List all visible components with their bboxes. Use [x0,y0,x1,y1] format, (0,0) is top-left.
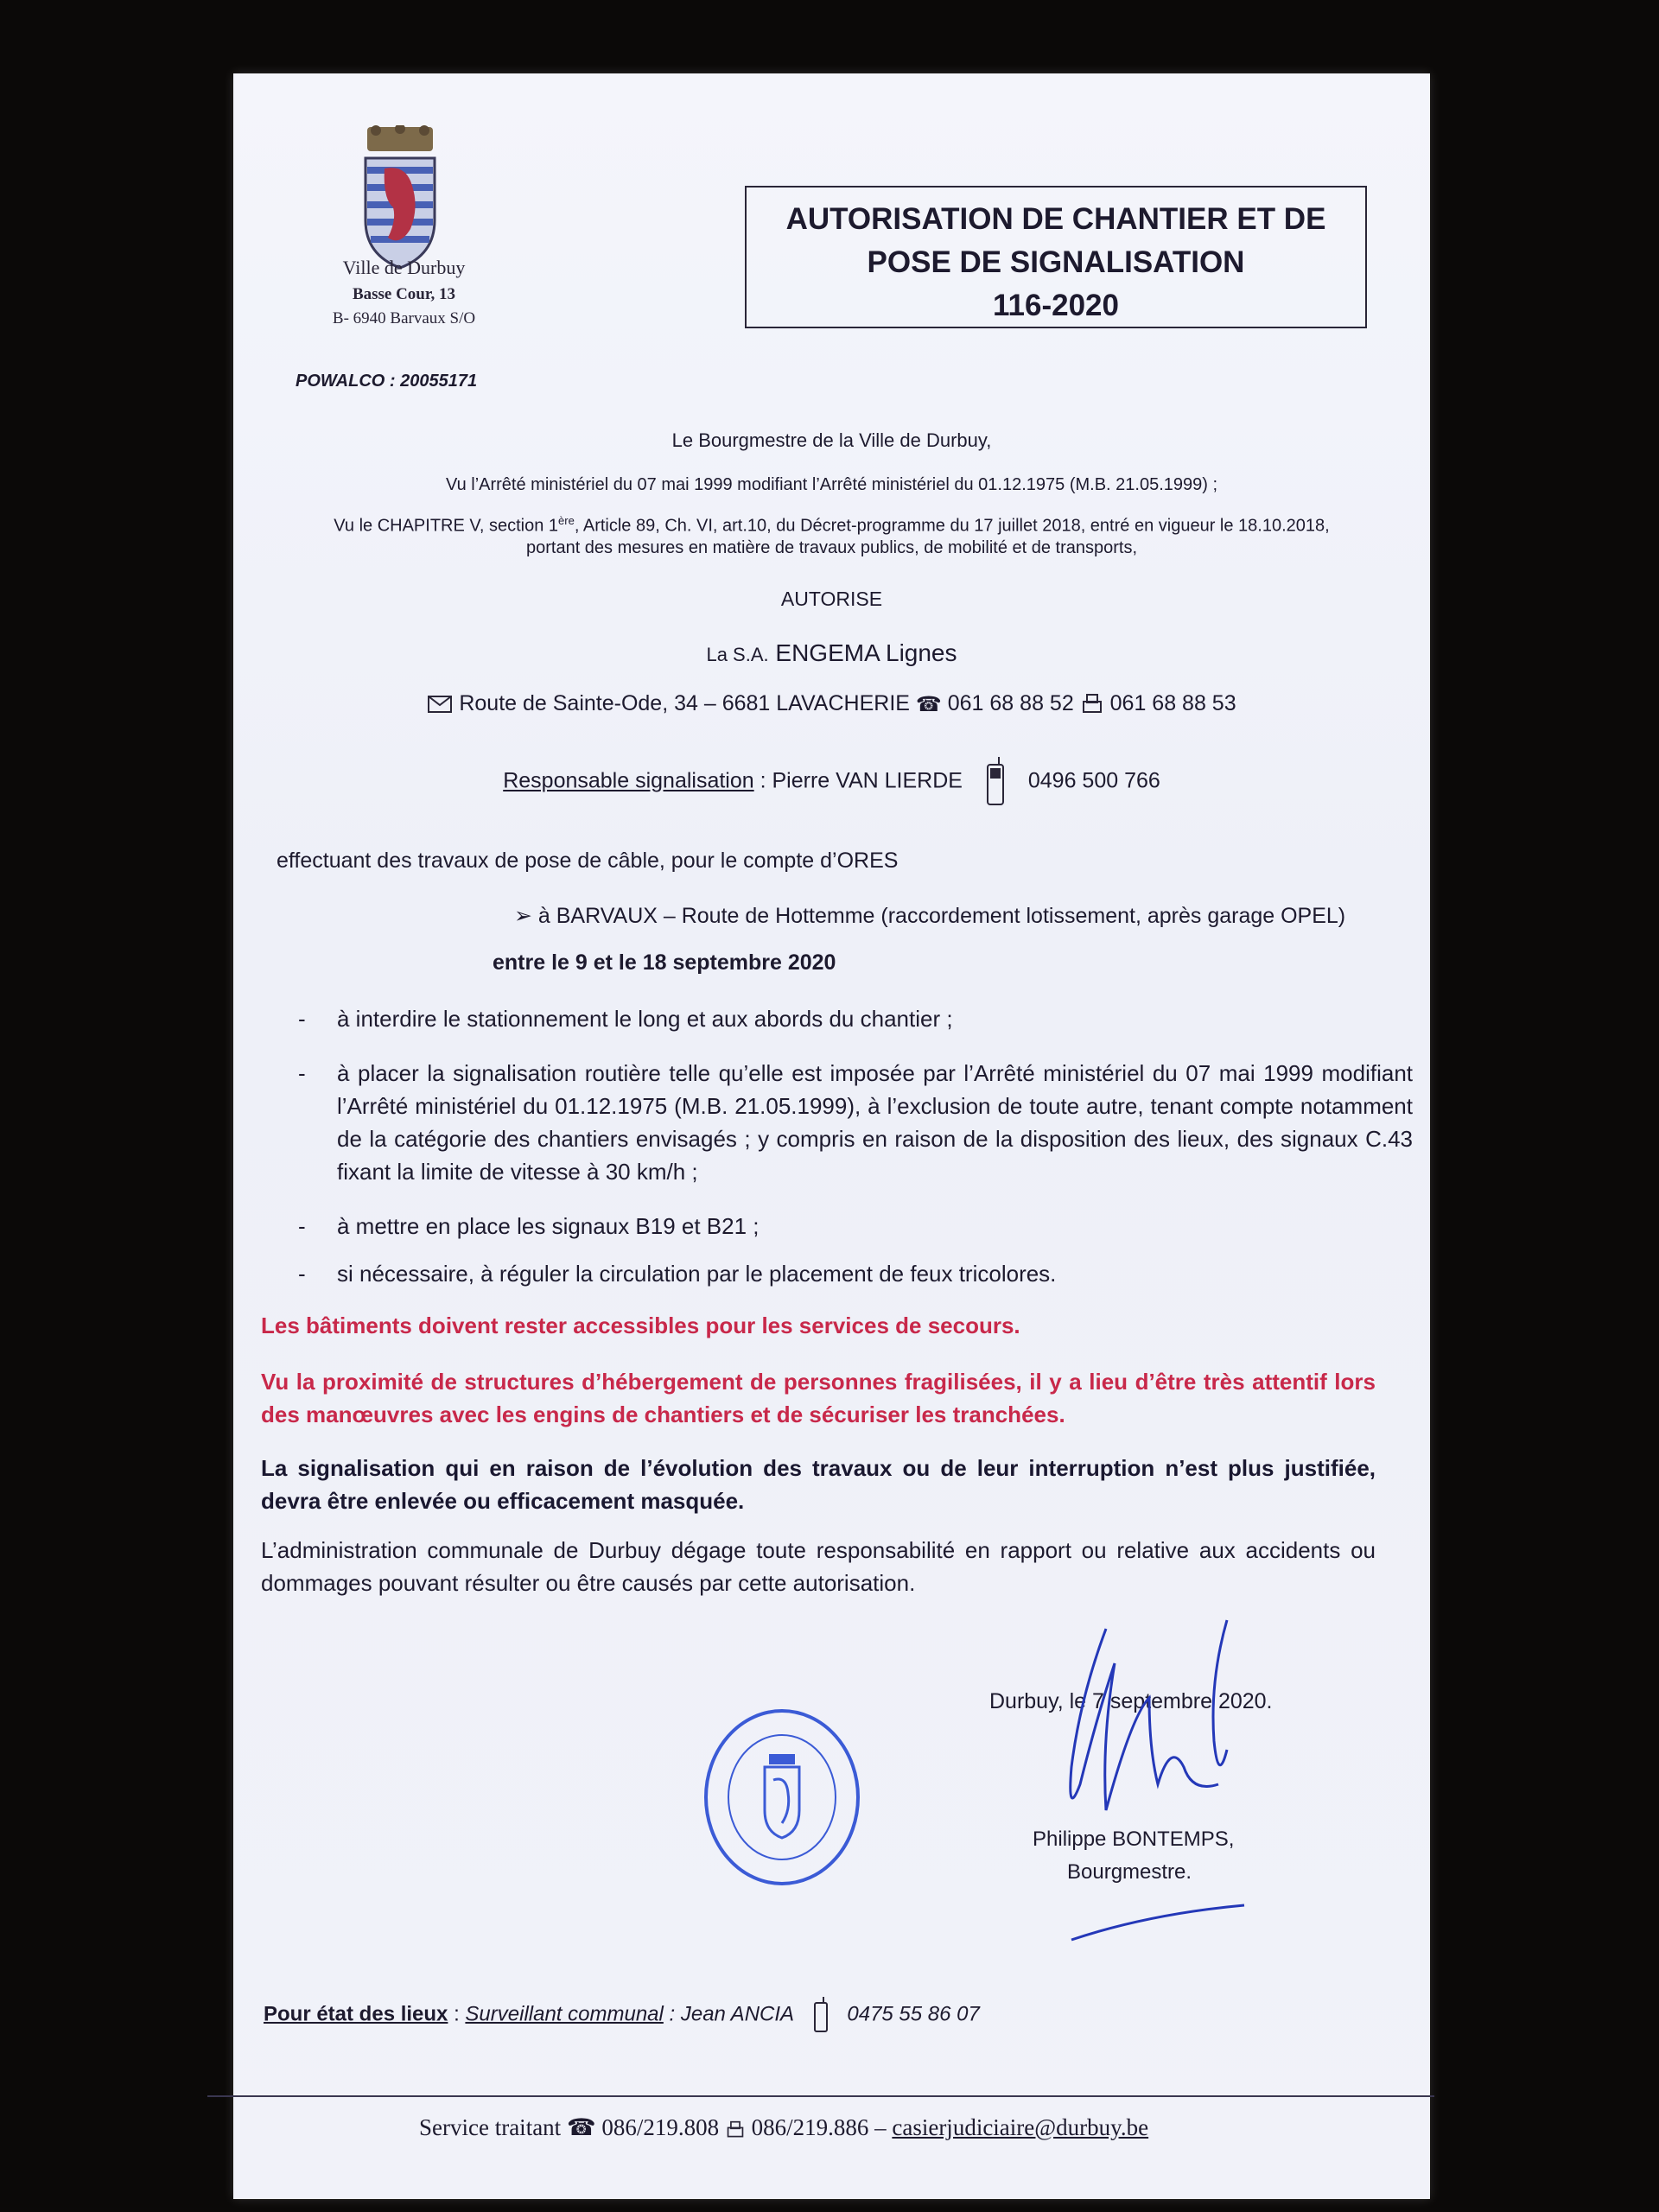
list-item-text: à mettre en place les signaux B19 et B21 ; [337,1213,760,1239]
footer-fax: 086/219.886 [751,2114,869,2140]
warning-vulnerable-persons: Vu la proximité de structures d’hébergement de personnes fragilisées, il y a lieu d’être très attentif lors des manœuvres avec les engins de chantiers et de sécuriser les tranchées. [261,1369,1376,1427]
site-inspection-separator: : [448,2002,466,2026]
list-item [298,1257,1413,1290]
arrow-bullet-icon: ➢ [514,904,532,928]
legal-basis-2-text-b: , Article 89, Ch. VI, art.10, du Décret-programme du 17 juillet 2018, entré en vigueur le 18.10.2018, [574,516,1330,536]
liability-disclaimer: L’administration communale de Durbuy dégage toute responsabilité en rapport ou relative aux accidents ou dommages pouvant résulter ou être causés par cette autorisation. [261,1537,1376,1596]
site-inspection-name: : Jean ANCIA [663,2002,795,2026]
list-item-text: si nécessaire, à réguler la circulation par le placement de feux tricolores. [337,1261,1057,1287]
list-bullet: - [298,1213,306,1239]
legal-basis-2-superscript: ère [558,514,575,527]
footer-contact-line [419,2114,1148,2141]
document-title-box [745,186,1367,328]
official-stamp [700,1707,864,1888]
signatory-name: Philippe BONTEMPS, [1033,1827,1235,1851]
legal-basis-1: Vu l’Arrêté ministériel du 07 mai 1999 modifiant l’Arrêté ministériel du 01.12.1975 (M.B. 21.05.1999) ; [445,475,1218,494]
bourgmestre-line: Le Bourgmestre de la Ville de Durbuy, [671,429,992,451]
warning-emergency-access: Les bâtiments doivent rester accessibles pour les services de secours. [261,1313,1020,1338]
city-name: Ville de Durbuy [342,257,466,278]
document-page [233,73,1430,2199]
title-line-3: 116-2020 [993,289,1119,322]
site-inspection-label: Pour état des lieux [264,2002,448,2026]
company-phone: 061 68 88 52 [947,691,1074,715]
mobile-phone-icon [984,756,1007,808]
list-item-text: à interdire le stationnement le long et aux abords du chantier ; [337,1006,953,1032]
company-name-line [233,639,1430,667]
signature-date: Durbuy, le 7 septembre 2020. [989,1689,1273,1713]
list-item [298,1057,1413,1188]
title-line-1: AUTORISATION DE CHANTIER ET DE [785,202,1326,236]
footer-service-label: Service traitant [419,2114,562,2140]
responsible-name: : Pierre VAN LIERDE [753,768,963,793]
footer-email-link[interactable]: casierjudiciaire@durbuy.be [892,2114,1149,2140]
company-prefix: La S.A. [706,644,769,665]
telephone-icon: ☎ [915,692,942,716]
works-period: entre le 9 et le 18 septembre 2020 [493,950,836,975]
legal-basis-3: portant des mesures en matière de travaux publics, de mobilité et de transports, [525,538,1138,557]
autorise-heading: AUTORISE [780,588,883,610]
site-inspection-line [264,1996,980,2034]
site-inspection-mobile: 0475 55 86 07 [847,2002,980,2026]
signage-removal-notice: La signalisation qui en raison de l’évolution des travaux ou de leur interruption n’est plus justifiée, devra être enlevée ou efficacement masquée. [261,1455,1376,1514]
signatory-role: Bourgmestre. [1067,1860,1192,1884]
footer-phone: 086/219.808 [601,2114,720,2140]
site-inspection-role: Surveillant communal [465,2002,664,2026]
company-name: ENGEMA Lignes [775,639,957,666]
legal-basis-2 [233,514,1430,537]
fax-icon [725,2120,746,2139]
powalco-reference: POWALCO : 20055171 [296,372,478,391]
city-address-line2: B- 6940 Barvaux S/O [332,309,476,327]
works-intro: effectuant des travaux de pose de câble, pour le compte d’ORES [276,849,899,873]
list-bullet: - [298,1060,306,1086]
company-address: Route de Sainte-Ode, 34 – 6681 LAVACHERIE [459,691,910,715]
mobile-phone-icon [812,1996,830,2034]
list-item-text: à placer la signalisation routière telle qu’elle est imposée par l’Arrêté ministériel du 07 mai 1999 modifiant l’Arrêté ministériel du 01.12.1975 (M.B. 21.05.1999), à l’exclusion de toute autre, tenant compte notamment de la catégorie des chantiers envisagés ; y compris en raison de la disposition des lieux, des signaux C.43 fixant la limite de vitesse à 30 km/h ; [337,1060,1413,1185]
works-location [514,903,1345,929]
legal-basis-2-text-a: Vu le CHAPITRE V, section 1 [334,516,559,536]
list-item [298,1002,1413,1035]
mail-icon [427,694,453,715]
title-line-2: POSE DE SIGNALISATION [867,245,1245,279]
city-address-line1: Basse Cour, 13 [352,285,456,303]
fax-icon [1080,693,1104,715]
works-location-text: à BARVAUX – Route de Hottemme (raccordement lotissement, après garage OPEL) [537,904,1346,928]
list-bullet: - [298,1006,306,1032]
responsible-label: Responsable signalisation [503,768,754,793]
footer-dash: – [874,2114,887,2140]
responsible-mobile: 0496 500 766 [1027,768,1160,793]
telephone-icon: ☎ [566,2114,596,2140]
company-fax: 061 68 88 53 [1109,691,1236,715]
city-crest-icon [359,125,442,272]
list-bullet: - [298,1261,306,1287]
handwritten-signature [1020,1611,1262,1974]
footer-divider [207,2095,1434,2097]
list-item [298,1210,1413,1243]
responsible-line [233,756,1430,808]
company-contact-line [233,691,1430,717]
